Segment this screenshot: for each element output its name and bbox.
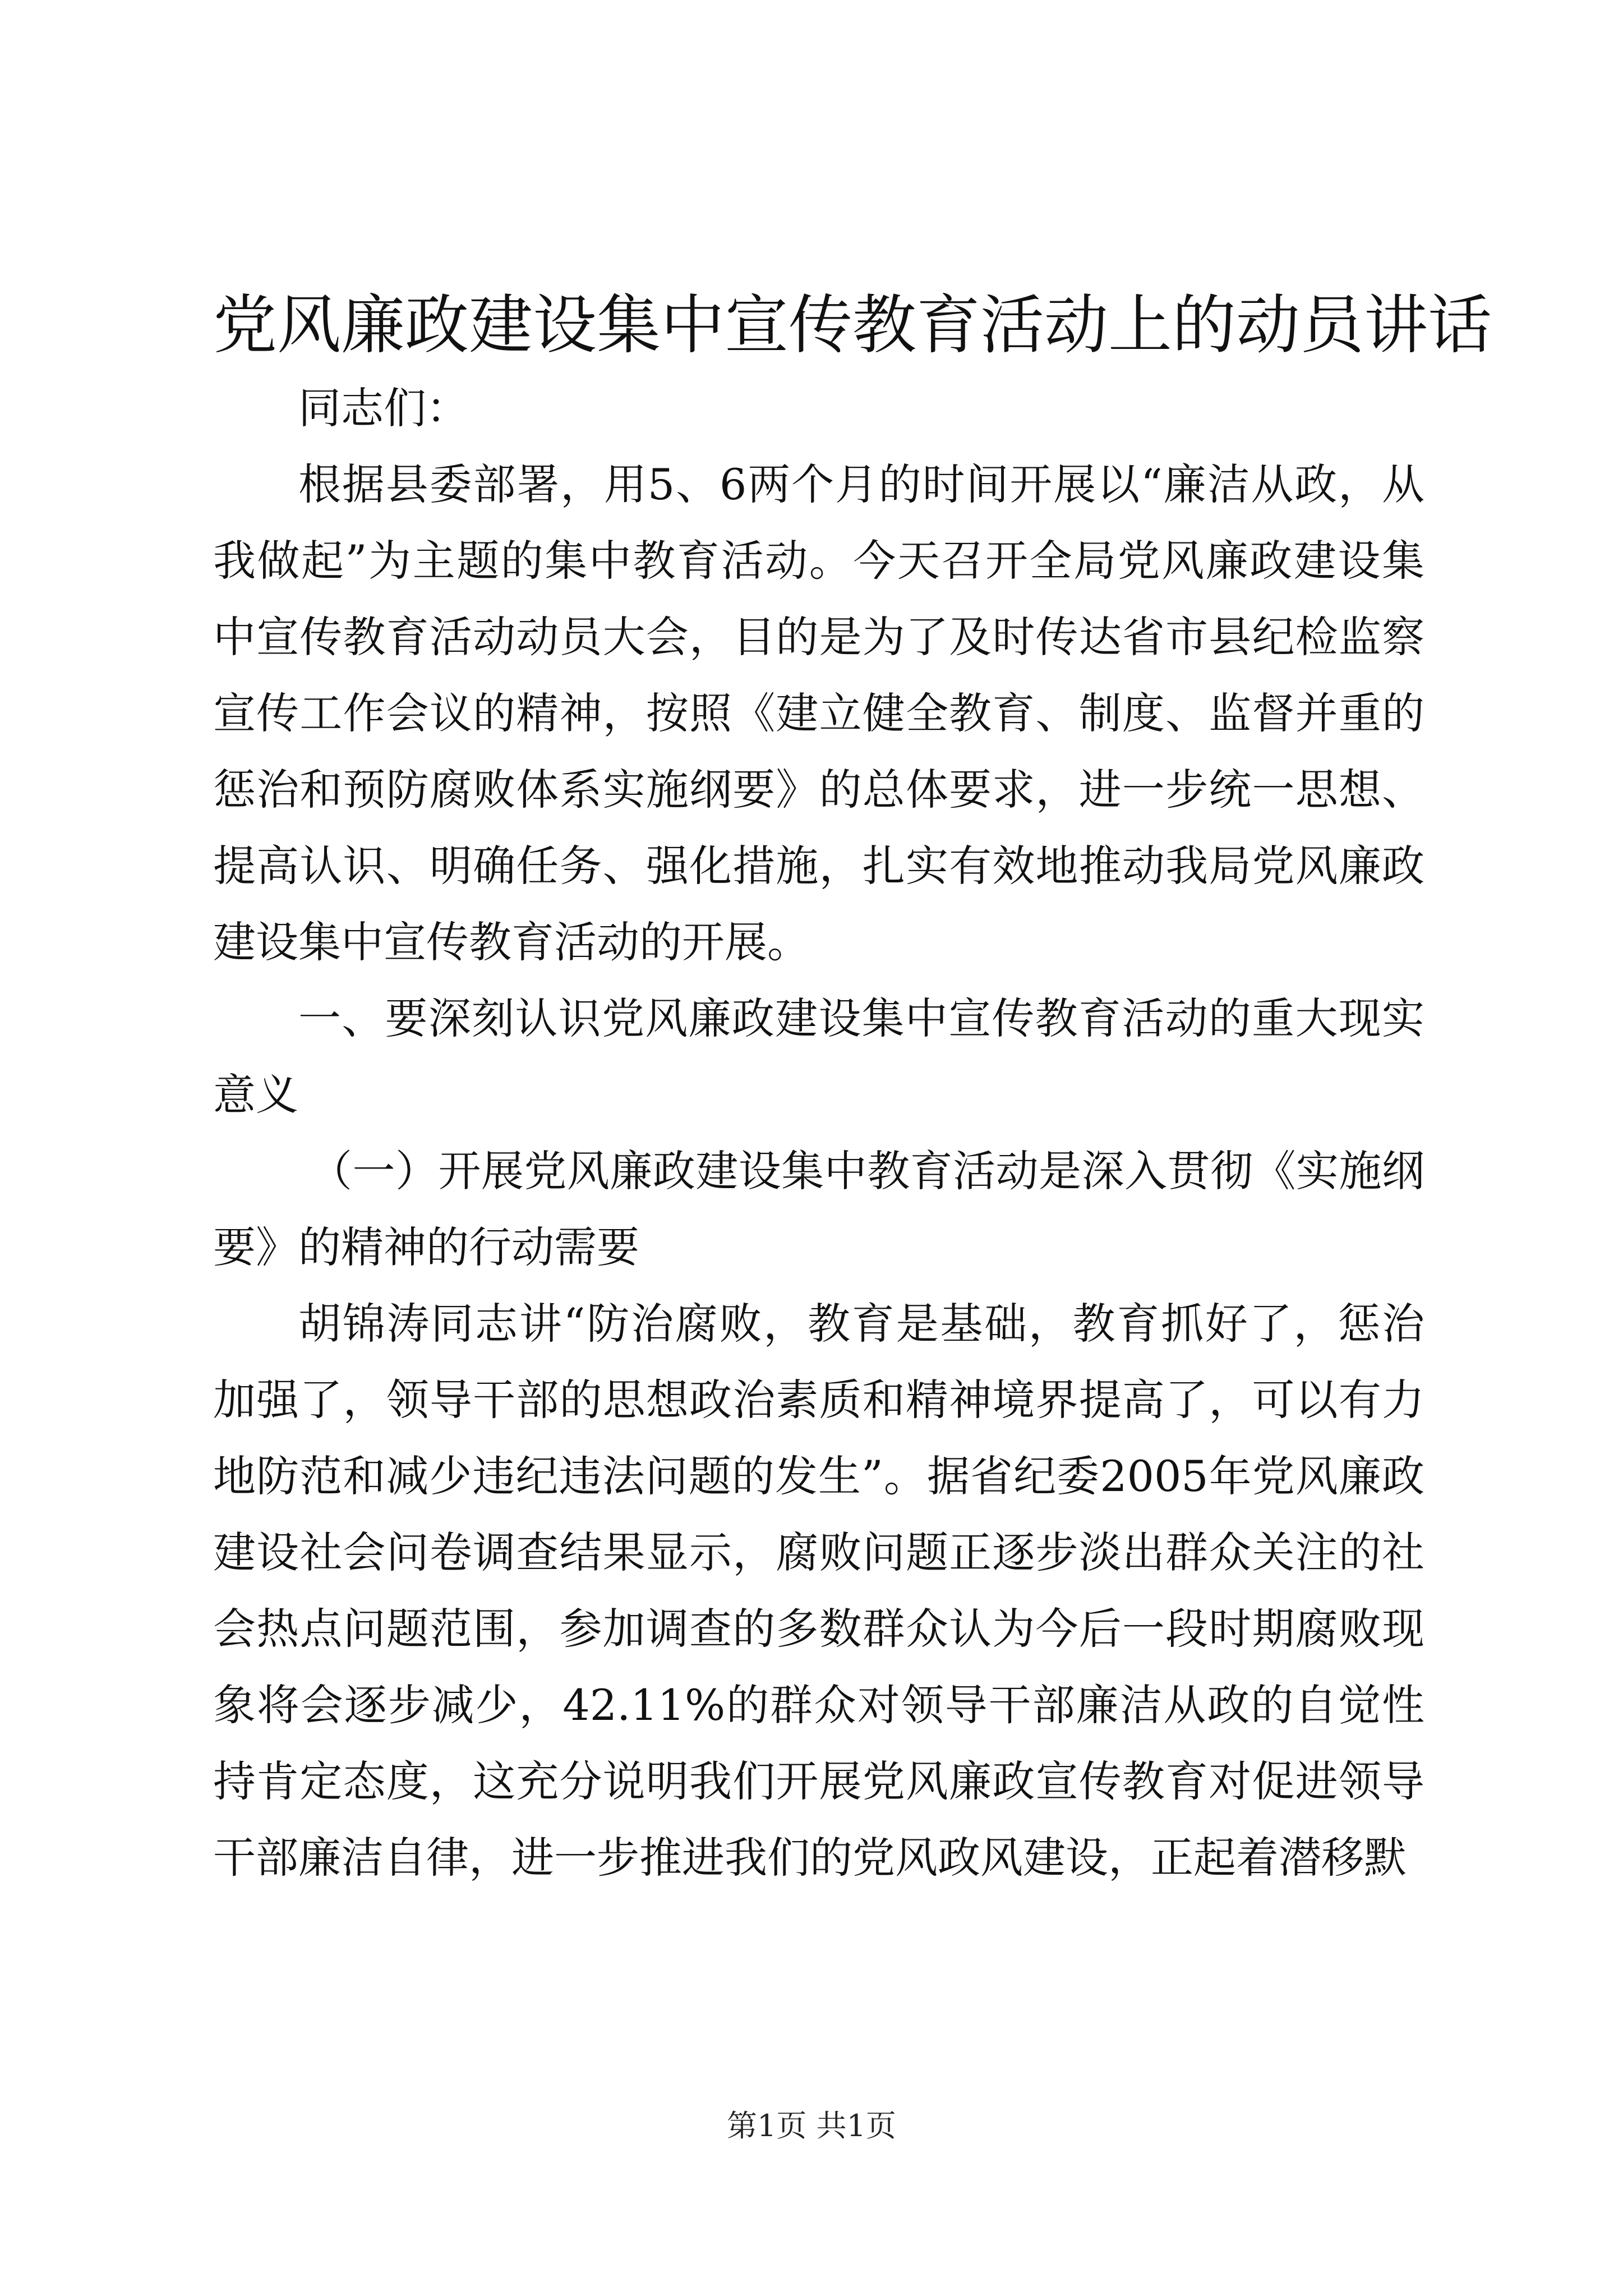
subsection-heading-1: （一）开展党风廉政建设集中教育活动是深入贯彻《实施纲要》的精神的行动需要 [213,1146,1424,1272]
section-heading-1: 一、要深刻认识党风廉政建设集中宣传教育活动的重大现实意义 [213,993,1424,1120]
document-body [213,370,1424,1896]
document-title: 党风廉政建设集中宣传教育活动上的动员讲话 [213,288,1492,362]
paragraph-body: 胡锦涛同志讲“防治腐败，教育是基础，教育抓好了，惩治加强了，领导干部的思想政治素质和精神境界提高了，可以有力地防范和减少违纪违法问题的发生”。据省纪委2005年党风廉政建设社会问卷调查结果显示，腐败问题正逐步淡出群众关注的社会热点问题范围，参加调查的多数群众认为今后一段时期腐败现象将会逐步减少，42.11%的群众对领导干部廉洁从政的自觉性持肯定态度，这充分说明我们开展党风廉政宣传教育对促进领导干部廉洁自律，进一步推进我们的党风政风建设，正起着潜移默 [213,1299,1424,1883]
paragraph-intro: 根据县委部署，用5、6两个月的时间开展以“廉洁从政，从我做起”为主题的集中教育活动。今天召开全局党风廉政建设集中宣传教育活动动员大会，目的是为了及时传达省市县纪检监察宣传工作会议的精神，按照《建立健全教育、制度、监督并重的惩治和预防腐败体系实施纲要》的总体要求，进一步统一思想、提高认识、明确任务、强化措施，扎实有效地推动我局党风廉政建设集中宣传教育活动的开展。 [213,459,1424,967]
page-footer: 第1页 共1页 [727,2108,896,2143]
salutation: 同志们： [298,383,469,433]
